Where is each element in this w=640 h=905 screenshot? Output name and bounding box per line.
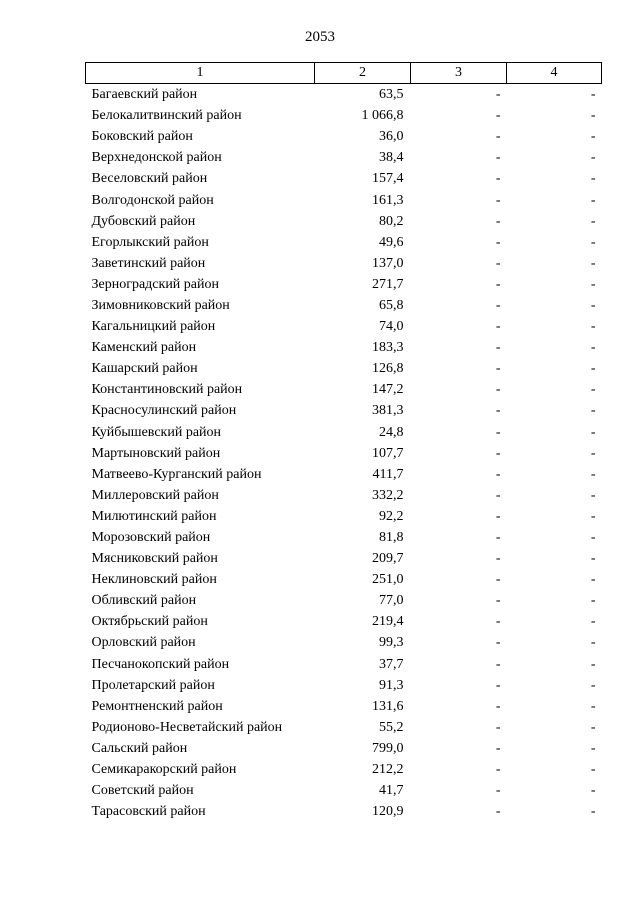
- column-4-value-cell: -: [590, 551, 596, 567]
- table-row: [86, 316, 602, 337]
- column-4-value-cell: -: [590, 319, 596, 335]
- table-row: [86, 696, 602, 717]
- column-2-value-cell: 1 066,8: [361, 108, 404, 124]
- column-3-value-cell: -: [495, 403, 501, 419]
- column-4-value-cell: -: [590, 677, 596, 693]
- table-row: [86, 801, 602, 822]
- column-2-value-cell: 271,7: [372, 276, 404, 292]
- column-2-value-cell: 81,8: [379, 530, 404, 546]
- table-row: [86, 548, 602, 569]
- column-2-value-cell: 55,2: [379, 719, 404, 735]
- column-4-value-cell: -: [590, 614, 596, 630]
- column-3-value-cell: -: [495, 635, 501, 651]
- column-4-value-cell: -: [590, 297, 596, 313]
- table-row: [86, 675, 602, 696]
- column-4-value-cell: -: [590, 129, 596, 145]
- column-3-value-cell: -: [495, 255, 501, 271]
- column-2-value-cell: 91,3: [379, 677, 404, 693]
- column-3-value-cell: -: [495, 762, 501, 778]
- district-name-cell: Кашарский район: [91, 361, 198, 377]
- table-row: [86, 759, 602, 780]
- column-4-value-cell: -: [590, 234, 596, 250]
- column-4-value-cell: -: [590, 656, 596, 672]
- table-row: [86, 253, 602, 274]
- district-name-cell: Тарасовский район: [91, 804, 206, 820]
- table-row: [86, 147, 602, 168]
- column-2-value-cell: 131,6: [372, 698, 404, 714]
- column-2-value-cell: 92,2: [379, 508, 404, 524]
- column-4-value-cell: -: [590, 698, 596, 714]
- table-row: [86, 632, 602, 653]
- column-3-value-cell: -: [495, 614, 501, 630]
- column-2-value-cell: 65,8: [379, 297, 404, 313]
- district-name-cell: Семикаракорский район: [91, 762, 237, 778]
- district-name-cell: Дубовский район: [91, 213, 196, 229]
- column-3-value-cell: -: [495, 740, 501, 756]
- column-4-value-cell: -: [590, 487, 596, 503]
- column-4-value-cell: -: [590, 213, 596, 229]
- table-row: [86, 506, 602, 527]
- district-name-cell: Милютинский район: [91, 508, 217, 524]
- column-4-value-cell: -: [590, 783, 596, 799]
- table-row: [86, 464, 602, 485]
- district-name-cell: Белокалитвинский район: [91, 108, 242, 124]
- district-name-cell: Багаевский район: [91, 87, 198, 103]
- table-row: [86, 443, 602, 464]
- column-4-value-cell: -: [590, 466, 596, 482]
- column-2-value-cell: 332,2: [372, 487, 404, 503]
- column-3-value-cell: -: [495, 213, 501, 229]
- table-row: [86, 738, 602, 759]
- column-4-value-cell: -: [590, 171, 596, 187]
- column-4-value-cell: -: [590, 530, 596, 546]
- column-3-value-cell: -: [495, 487, 501, 503]
- column-header-2: 2: [315, 63, 411, 84]
- table-row: [86, 105, 602, 126]
- column-2-value-cell: 411,7: [372, 466, 404, 482]
- column-4-value-cell: -: [590, 804, 596, 820]
- district-name-cell: Волгодонской район: [91, 192, 214, 208]
- district-name-cell: Куйбышевский район: [91, 424, 222, 440]
- column-3-value-cell: -: [495, 192, 501, 208]
- district-name-cell: Октябрьский район: [91, 614, 208, 630]
- column-4-value-cell: -: [590, 382, 596, 398]
- table-row: [86, 780, 602, 801]
- column-3-value-cell: -: [495, 719, 501, 735]
- table-row: [86, 527, 602, 548]
- district-name-cell: Родионово-Несветайский район: [91, 719, 283, 735]
- district-name-cell: Обливский район: [91, 593, 197, 609]
- column-3-value-cell: -: [495, 466, 501, 482]
- column-2-value-cell: 147,2: [372, 382, 404, 398]
- column-2-value-cell: 126,8: [372, 361, 404, 377]
- column-3-value-cell: -: [495, 530, 501, 546]
- column-3-value-cell: -: [495, 572, 501, 588]
- column-2-value-cell: 381,3: [372, 403, 404, 419]
- table-row: [86, 358, 602, 379]
- column-2-value-cell: 157,4: [372, 171, 404, 187]
- district-name-cell: Матвеево-Курганский район: [91, 466, 262, 482]
- column-2-value-cell: 38,4: [379, 150, 404, 166]
- column-4-value-cell: -: [590, 150, 596, 166]
- district-name-cell: Мартыновский район: [91, 445, 221, 461]
- column-4-value-cell: -: [590, 635, 596, 651]
- column-2-value-cell: 63,5: [379, 87, 404, 103]
- table-row: [86, 422, 602, 443]
- district-name-cell: Каменский район: [91, 340, 197, 356]
- table-row: [86, 590, 602, 611]
- column-2-value-cell: 161,3: [372, 192, 404, 208]
- column-3-value-cell: -: [495, 234, 501, 250]
- district-name-cell: Красносулинский район: [91, 403, 237, 419]
- column-2-value-cell: 77,0: [379, 593, 404, 609]
- district-name-cell: Песчанокопский район: [91, 656, 230, 672]
- column-3-value-cell: -: [495, 593, 501, 609]
- column-3-value-cell: -: [495, 319, 501, 335]
- column-4-value-cell: -: [590, 424, 596, 440]
- district-name-cell: Веселовский район: [91, 171, 208, 187]
- column-3-value-cell: -: [495, 361, 501, 377]
- column-4-value-cell: -: [590, 572, 596, 588]
- column-3-value-cell: -: [495, 804, 501, 820]
- table-row: [86, 400, 602, 421]
- column-2-value-cell: 120,9: [372, 804, 404, 820]
- district-name-cell: Ремонтненский район: [91, 698, 223, 714]
- table-row: [86, 189, 602, 210]
- table-row: [86, 611, 602, 632]
- column-4-value-cell: -: [590, 740, 596, 756]
- column-3-value-cell: -: [495, 108, 501, 124]
- column-3-value-cell: -: [495, 129, 501, 145]
- district-name-cell: Верхнедонской район: [91, 150, 222, 166]
- column-3-value-cell: -: [495, 551, 501, 567]
- column-3-value-cell: -: [495, 508, 501, 524]
- table-row: [86, 717, 602, 738]
- column-4-value-cell: -: [590, 403, 596, 419]
- column-4-value-cell: -: [590, 255, 596, 271]
- district-name-cell: Орловский район: [91, 635, 196, 651]
- district-name-cell: Миллеровский район: [91, 487, 219, 503]
- table-row: [86, 211, 602, 232]
- district-name-cell: Зерноградский район: [91, 276, 219, 292]
- header-row: [86, 63, 602, 84]
- district-name-cell: Кагальницкий район: [91, 319, 216, 335]
- page-number: 2053: [305, 29, 335, 45]
- column-2-value-cell: 24,8: [379, 424, 404, 440]
- column-3-value-cell: -: [495, 677, 501, 693]
- column-2-value-cell: 183,3: [372, 340, 404, 356]
- column-2-value-cell: 209,7: [372, 551, 404, 567]
- table-row: [86, 337, 602, 358]
- table-row: [86, 232, 602, 253]
- column-2-value-cell: 137,0: [372, 255, 404, 271]
- table-header: [86, 63, 602, 84]
- district-name-cell: Неклиновский район: [91, 572, 217, 588]
- column-header-4: 4: [507, 63, 602, 84]
- column-3-value-cell: -: [495, 783, 501, 799]
- column-4-value-cell: -: [590, 593, 596, 609]
- district-name-cell: Сальский район: [91, 740, 188, 756]
- column-4-value-cell: -: [590, 762, 596, 778]
- table-row: [86, 485, 602, 506]
- column-4-value-cell: -: [590, 445, 596, 461]
- column-3-value-cell: -: [495, 656, 501, 672]
- column-4-value-cell: -: [590, 719, 596, 735]
- table-row: [86, 379, 602, 400]
- district-name-cell: Мясниковский район: [91, 551, 218, 567]
- district-name-cell: Константиновский район: [91, 382, 243, 398]
- column-header-3: 3: [411, 63, 507, 84]
- table-row: [86, 295, 602, 316]
- table-body: [86, 84, 602, 823]
- district-name-cell: Егорлыкский район: [91, 234, 209, 250]
- table-row: [86, 126, 602, 147]
- column-3-value-cell: -: [495, 382, 501, 398]
- column-2-value-cell: 74,0: [379, 319, 404, 335]
- column-3-value-cell: -: [495, 297, 501, 313]
- column-2-value-cell: 99,3: [379, 635, 404, 651]
- column-3-value-cell: -: [495, 698, 501, 714]
- table-row: [86, 569, 602, 590]
- column-2-value-cell: 49,6: [379, 234, 404, 250]
- column-4-value-cell: -: [590, 87, 596, 103]
- district-name-cell: Советский район: [91, 783, 194, 799]
- column-3-value-cell: -: [495, 445, 501, 461]
- column-3-value-cell: -: [495, 171, 501, 187]
- table-row: [86, 168, 602, 189]
- district-name-cell: Пролетарский район: [91, 677, 215, 693]
- column-2-value-cell: 80,2: [379, 213, 404, 229]
- district-name-cell: Морозовский район: [91, 530, 211, 546]
- district-name-cell: Боковский район: [91, 129, 193, 145]
- column-2-value-cell: 37,7: [379, 656, 404, 672]
- column-2-value-cell: 107,7: [372, 445, 404, 461]
- column-4-value-cell: -: [590, 192, 596, 208]
- column-2-value-cell: 799,0: [372, 740, 404, 756]
- column-header-1: 1: [86, 63, 315, 84]
- column-2-value-cell: 36,0: [379, 129, 404, 145]
- column-2-value-cell: 212,2: [372, 762, 404, 778]
- district-name-cell: Зимовниковский район: [91, 297, 230, 313]
- column-2-value-cell: 219,4: [372, 614, 404, 630]
- column-3-value-cell: -: [495, 424, 501, 440]
- table-row: [86, 274, 602, 295]
- column-3-value-cell: -: [495, 340, 501, 356]
- column-3-value-cell: -: [495, 276, 501, 292]
- column-4-value-cell: -: [590, 361, 596, 377]
- column-3-value-cell: -: [495, 150, 501, 166]
- column-4-value-cell: -: [590, 340, 596, 356]
- data-table: [85, 62, 602, 822]
- column-2-value-cell: 251,0: [372, 572, 404, 588]
- column-3-value-cell: -: [495, 87, 501, 103]
- column-4-value-cell: -: [590, 276, 596, 292]
- table-row: [86, 654, 602, 675]
- district-name-cell: Заветинский район: [91, 255, 206, 271]
- column-4-value-cell: -: [590, 108, 596, 124]
- table-row: [86, 84, 602, 106]
- column-2-value-cell: 41,7: [379, 783, 404, 799]
- column-4-value-cell: -: [590, 508, 596, 524]
